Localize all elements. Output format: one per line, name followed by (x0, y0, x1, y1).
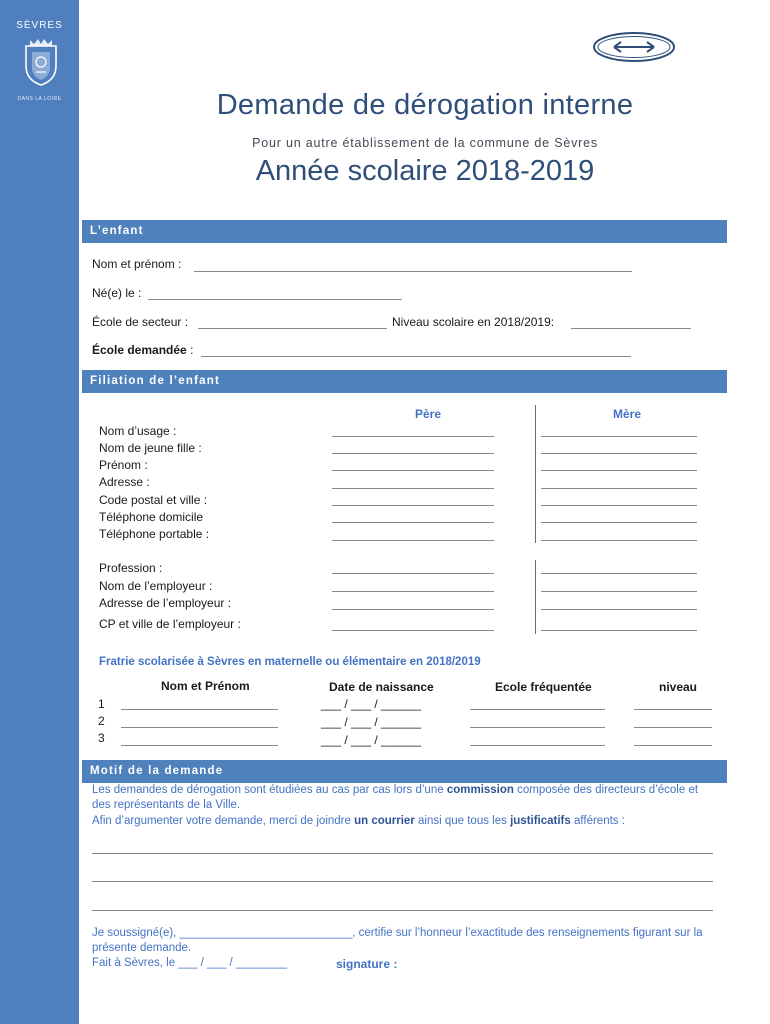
signature-label: signature : (336, 957, 398, 971)
field-pere-prenom[interactable] (332, 470, 494, 471)
fratrie-title: Fratrie scolarisée à Sèvres en maternelle ou élémentaire en 2018/2019 (99, 656, 481, 668)
field-pere-cp-employeur[interactable] (332, 630, 494, 631)
section-enfant-header: L’enfant (82, 220, 727, 243)
field-fratrie-3-nom[interactable] (121, 745, 278, 746)
col-pere: Père (415, 407, 442, 421)
label-nom-usage: Nom d’usage : (99, 424, 177, 438)
field-mere-adresse-employeur[interactable] (541, 609, 697, 610)
label-cp-ville: Code postal et ville : (99, 493, 208, 507)
label-nom-employeur: Nom de l’employeur : (99, 579, 213, 593)
motif-p2-justificatifs: justificatifs (510, 815, 571, 827)
label-adresse: Adresse : (99, 475, 150, 489)
field-fratrie-3-niveau[interactable] (634, 745, 712, 746)
field-ecole-demandee[interactable] (201, 356, 631, 357)
motif-p2-text-mid: ainsi que tous les (414, 815, 511, 827)
field-ecole-secteur[interactable] (198, 328, 387, 329)
field-pere-profession[interactable] (332, 573, 494, 574)
column-divider-top (535, 405, 536, 543)
label-ecole-demandee-bold: École demandée (92, 343, 187, 357)
field-motif-line-1[interactable] (92, 853, 713, 854)
motif-p1-commission: commission (446, 784, 514, 796)
field-pere-tel-portable[interactable] (332, 540, 494, 541)
field-motif-line-3[interactable] (92, 910, 713, 911)
col-date-naissance: Date de naissance (329, 680, 434, 694)
field-pere-adresse[interactable] (332, 488, 494, 489)
field-fratrie-3-date[interactable]: ___ / ___ / ______ (321, 733, 422, 747)
label-tel-domicile: Téléphone domicile (99, 510, 204, 524)
fratrie-row-1-num: 1 (98, 697, 105, 711)
section-motif-header: Motif de la demande (82, 760, 727, 783)
label-profession: Profession : (99, 561, 163, 575)
fait-a-sevres[interactable]: Fait à Sèvres, le ___ / ___ / ________ (92, 957, 287, 969)
label-cp-employeur: CP et ville de l’employeur : (99, 617, 241, 631)
field-fratrie-1-date[interactable]: ___ / ___ / ______ (321, 697, 422, 711)
field-naissance[interactable] (148, 299, 402, 300)
label-nom-jeune-fille: Nom de jeune fille : (99, 441, 202, 455)
field-mere-cp-ville[interactable] (541, 505, 697, 506)
page-subtitle: Pour un autre établissement de la commune de Sèvres (252, 136, 598, 150)
motif-p1-text: Les demandes de dérogation sont étudiées au cas par cas lors d’une (92, 784, 447, 796)
label-naissance: Né(e) le : (92, 286, 142, 300)
field-pere-nom-usage[interactable] (332, 436, 494, 437)
attestation-text: Je soussigné(e), ___________________________, certifie sur l’honneur l’exactitude des renseignements figurant sur la (92, 927, 703, 939)
field-mere-cp-employeur[interactable] (541, 630, 697, 631)
city-brand: SÈVRES (16, 20, 63, 31)
double-arrow-icon[interactable] (592, 31, 676, 63)
field-fratrie-2-date[interactable]: ___ / ___ / ______ (321, 715, 422, 729)
city-crest-icon (22, 36, 60, 86)
label-ecole-demandee (92, 343, 193, 357)
label-tel-portable: Téléphone portable : (99, 527, 210, 541)
label-ecole-secteur: École de secteur : (92, 315, 189, 329)
field-motif-line-2[interactable] (92, 881, 713, 882)
field-fratrie-2-nom[interactable] (121, 727, 278, 728)
field-niveau-scolaire[interactable] (571, 328, 691, 329)
field-fratrie-1-nom[interactable] (121, 709, 278, 710)
label-niveau-scolaire: Niveau scolaire en 2018/2019: (392, 315, 555, 329)
field-fratrie-1-niveau[interactable] (634, 709, 712, 710)
label-colon: : (190, 343, 194, 357)
motif-p2-text-end: afférents : (570, 815, 625, 827)
field-nom-prenom[interactable] (194, 271, 632, 272)
field-pere-nom-employeur[interactable] (332, 591, 494, 592)
field-mere-nom-employeur[interactable] (541, 591, 697, 592)
field-fratrie-3-ecole[interactable] (470, 745, 605, 746)
motif-paragraph-1 (92, 784, 698, 796)
col-mere: Mère (613, 407, 642, 421)
field-mere-tel-domicile[interactable] (541, 522, 697, 523)
field-mere-profession[interactable] (541, 573, 697, 574)
city-motto: DANS LA LOIRE (17, 96, 62, 102)
field-mere-nom-jeune-fille[interactable] (541, 453, 697, 454)
page-title: Demande de dérogation interne (216, 89, 634, 121)
motif-p2-courrier: un courrier (354, 815, 415, 827)
field-pere-adresse-employeur[interactable] (332, 609, 494, 610)
motif-paragraph-1-line-2: des représentants de la Ville. (92, 799, 241, 811)
field-mere-adresse[interactable] (541, 488, 697, 489)
section-filiation-header: Filiation de l’enfant (82, 370, 727, 393)
sidebar (0, 0, 79, 1024)
label-prenom: Prénom : (99, 458, 148, 472)
column-divider-bottom (535, 560, 536, 634)
col-nom-prenom: Nom et Prénom (161, 679, 250, 693)
field-fratrie-2-niveau[interactable] (634, 727, 712, 728)
school-year: Année scolaire 2018-2019 (255, 155, 595, 187)
field-fratrie-1-ecole[interactable] (470, 709, 605, 710)
field-pere-tel-domicile[interactable] (332, 522, 494, 523)
motif-paragraph-2 (92, 815, 625, 827)
field-mere-nom-usage[interactable] (541, 436, 697, 437)
attestation-text-line-2: présente demande. (92, 942, 192, 954)
label-adresse-employeur: Adresse de l’employeur : (99, 596, 232, 610)
field-mere-tel-portable[interactable] (541, 540, 697, 541)
label-nom-prenom: Nom et prénom : (92, 257, 182, 271)
field-pere-cp-ville[interactable] (332, 505, 494, 506)
fratrie-row-3-num: 3 (98, 731, 105, 745)
motif-p2-text: Afin d’argumenter votre demande, merci de joindre (92, 815, 355, 827)
col-ecole-frequentee: Ecole fréquentée (495, 680, 592, 694)
fratrie-row-2-num: 2 (98, 714, 105, 728)
col-niveau: niveau (659, 680, 698, 694)
field-fratrie-2-ecole[interactable] (470, 727, 605, 728)
field-pere-nom-jeune-fille[interactable] (332, 453, 494, 454)
field-mere-prenom[interactable] (541, 470, 697, 471)
motif-p1-text-end: composée des directeurs d’école et (513, 784, 699, 796)
